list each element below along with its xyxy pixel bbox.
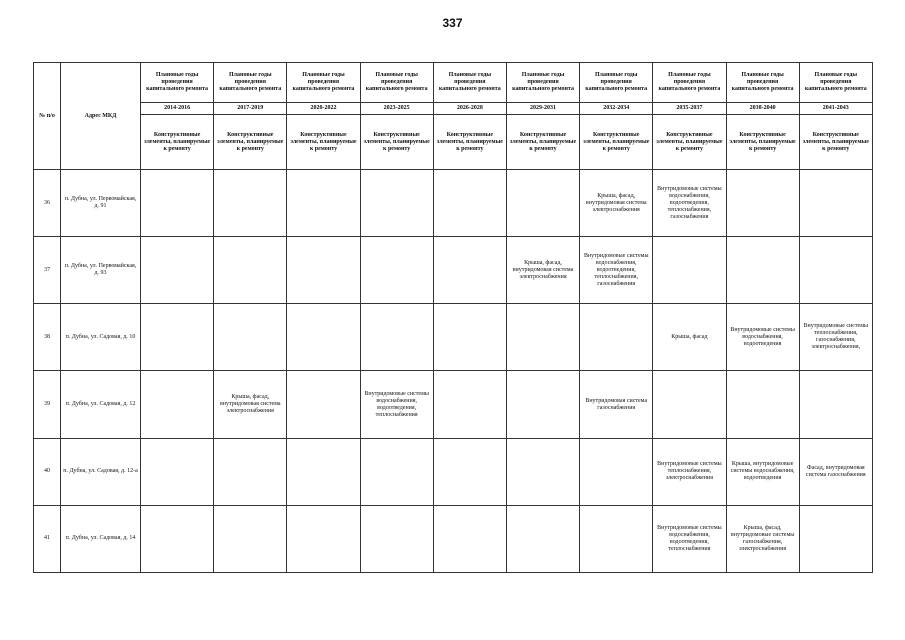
repair-cell: Внутридомовые системы водоснабжения, водоотведения, теплоснабжения, газоснабжения: [580, 237, 653, 304]
header-elements: Конструктивные элементы, планируемые к ремонту: [726, 115, 799, 170]
repair-cell: Внутридомовые системы водоснабжения, водоотведения, теплоснабжения, газоснабжения: [653, 170, 726, 237]
header-period-years: 2026-2028: [433, 103, 506, 115]
header-period-title: Плановые годы проведения капитального ремонта: [653, 63, 726, 103]
repair-cell: [141, 505, 214, 572]
table-row: [34, 438, 873, 505]
repair-cell: [580, 304, 653, 371]
table-row: [34, 505, 873, 572]
header-period-title: Плановые годы проведения капитального ремонта: [506, 63, 579, 103]
repair-cell: Внутридомовые системы водоснабжения, водоотведения, теплоснабжения: [360, 371, 433, 438]
repair-cell: Крыша, фасад: [653, 304, 726, 371]
header-period-title: Плановые годы проведения капитального ремонта: [433, 63, 506, 103]
repair-cell: Внутридомовые системы теплоснабжения, газоснабжения, электроснабжения,: [799, 304, 872, 371]
header-num: № п/о: [34, 63, 61, 170]
header-row-years: [34, 103, 873, 115]
row-number: 39: [34, 371, 61, 438]
repair-cell: [360, 237, 433, 304]
repair-cell: [214, 304, 287, 371]
repair-cell: [287, 371, 360, 438]
repair-cell: [506, 170, 579, 237]
repair-cell: [214, 170, 287, 237]
repair-cell: [799, 505, 872, 572]
header-period-years: 2020-2022: [287, 103, 360, 115]
row-number: 37: [34, 237, 61, 304]
repair-cell: Крыша, внутридомовые системы водоснабжения, водоотведения: [726, 438, 799, 505]
header-elements: Конструктивные элементы, планируемые к ремонту: [360, 115, 433, 170]
row-address: п. Дубна, ул. Садовая, д. 12-а: [61, 438, 141, 505]
table-row: [34, 237, 873, 304]
row-address: п. Дубна, ул. Первомайская, д. 93: [61, 237, 141, 304]
repair-cell: Внутридомовая система газоснабжения: [580, 371, 653, 438]
row-number: 36: [34, 170, 61, 237]
header-period-title: Плановые годы проведения капитального ремонта: [580, 63, 653, 103]
repair-cell: Внутридомовые системы водоснабжения, водоотведения, теплоснабжения: [653, 505, 726, 572]
table-row: [34, 170, 873, 237]
repair-cell: Крыша, фасад, внутридомовые системы газоснабжения, электроснабжения: [726, 505, 799, 572]
repair-cell: [141, 304, 214, 371]
header-period-title: Плановые годы проведения капитального ремонта: [799, 63, 872, 103]
repair-cell: [141, 371, 214, 438]
header-elements: Конструктивные элементы, планируемые к ремонту: [653, 115, 726, 170]
repair-cell: [287, 237, 360, 304]
repair-cell: [214, 438, 287, 505]
repair-cell: [287, 170, 360, 237]
repair-cell: [580, 505, 653, 572]
repair-cell: [726, 371, 799, 438]
repair-cell: [433, 505, 506, 572]
header-elements: Конструктивные элементы, планируемые к ремонту: [287, 115, 360, 170]
repair-cell: [141, 237, 214, 304]
header-elements: Конструктивные элементы, планируемые к ремонту: [580, 115, 653, 170]
row-address: п. Дубна, ул. Садовая, д. 12: [61, 371, 141, 438]
header-address: Адрес МКД: [61, 63, 141, 170]
repair-cell: [360, 438, 433, 505]
repair-cell: [360, 170, 433, 237]
page-number: 337: [442, 16, 463, 30]
header-period-title: Плановые годы проведения капитального ремонта: [360, 63, 433, 103]
header-period-years: 2035-2037: [653, 103, 726, 115]
header-period-years: 2038-2040: [726, 103, 799, 115]
repair-cell: Внутридомовые системы водоснабжения, водоотведения: [726, 304, 799, 371]
repair-cell: [141, 170, 214, 237]
repair-schedule-table: [33, 62, 873, 573]
repair-cell: [726, 170, 799, 237]
header-period-years: 2041-2043: [799, 103, 872, 115]
header-period-years: 2023-2025: [360, 103, 433, 115]
table-row: [34, 371, 873, 438]
repair-cell: [799, 371, 872, 438]
repair-cell: [433, 438, 506, 505]
header-row-elements: [34, 115, 873, 170]
header-elements: Конструктивные элементы, планируемые к ремонту: [506, 115, 579, 170]
repair-cell: [287, 304, 360, 371]
repair-cell: [214, 237, 287, 304]
header-elements: Конструктивные элементы, планируемые к ремонту: [214, 115, 287, 170]
header-period-title: Плановые годы проведения капитального ремонта: [726, 63, 799, 103]
repair-cell: [799, 170, 872, 237]
header-elements: Конструктивные элементы, планируемые к ремонту: [799, 115, 872, 170]
header-elements: Конструктивные элементы, планируемые к ремонту: [433, 115, 506, 170]
repair-cell: [287, 438, 360, 505]
row-address: п. Дубна, ул. Первомайская, д. 91: [61, 170, 141, 237]
header-row-titles: [34, 63, 873, 103]
row-address: п. Дубна, ул. Садовая, д. 10: [61, 304, 141, 371]
header-period-years: 2014-2016: [141, 103, 214, 115]
row-number: 38: [34, 304, 61, 371]
repair-cell: [799, 237, 872, 304]
header-period-title: Плановые годы проведения капитального ремонта: [141, 63, 214, 103]
repair-cell: Крыша, фасад, внутридомовая система электроснабжения: [214, 371, 287, 438]
repair-cell: [506, 438, 579, 505]
repair-cell: Фасад, внутридомовая система газоснабжения: [799, 438, 872, 505]
header-period-years: 2017-2019: [214, 103, 287, 115]
table-body: [34, 170, 873, 573]
repair-cell: [580, 438, 653, 505]
repair-cell: [360, 304, 433, 371]
repair-cell: [433, 237, 506, 304]
repair-cell: [360, 505, 433, 572]
header-period-years: 2029-2031: [506, 103, 579, 115]
repair-cell: [214, 505, 287, 572]
header-elements: Конструктивные элементы, планируемые к ремонту: [141, 115, 214, 170]
header-period-title: Плановые годы проведения капитального ремонта: [287, 63, 360, 103]
repair-cell: [433, 170, 506, 237]
repair-cell: [506, 371, 579, 438]
repair-cell: [287, 505, 360, 572]
repair-cell: [506, 304, 579, 371]
header-period-years: 2032-2034: [580, 103, 653, 115]
table-row: [34, 304, 873, 371]
repair-cell: Крыша, фасад, внутридомовая система электроснабжения: [580, 170, 653, 237]
repair-cell: [726, 237, 799, 304]
repair-cell: [433, 371, 506, 438]
repair-cell: [653, 237, 726, 304]
repair-cell: [506, 505, 579, 572]
repair-cell: Крыша, фасад, внутридомовая система электроснабжения: [506, 237, 579, 304]
header-period-title: Плановые годы проведения капитального ремонта: [214, 63, 287, 103]
repair-cell: [141, 438, 214, 505]
repair-cell: [433, 304, 506, 371]
repair-cell: [653, 371, 726, 438]
row-address: п. Дубна, ул. Садовая, д. 14: [61, 505, 141, 572]
row-number: 41: [34, 505, 61, 572]
repair-cell: Внутридомовые системы теплоснабжения, электроснабжения: [653, 438, 726, 505]
row-number: 40: [34, 438, 61, 505]
